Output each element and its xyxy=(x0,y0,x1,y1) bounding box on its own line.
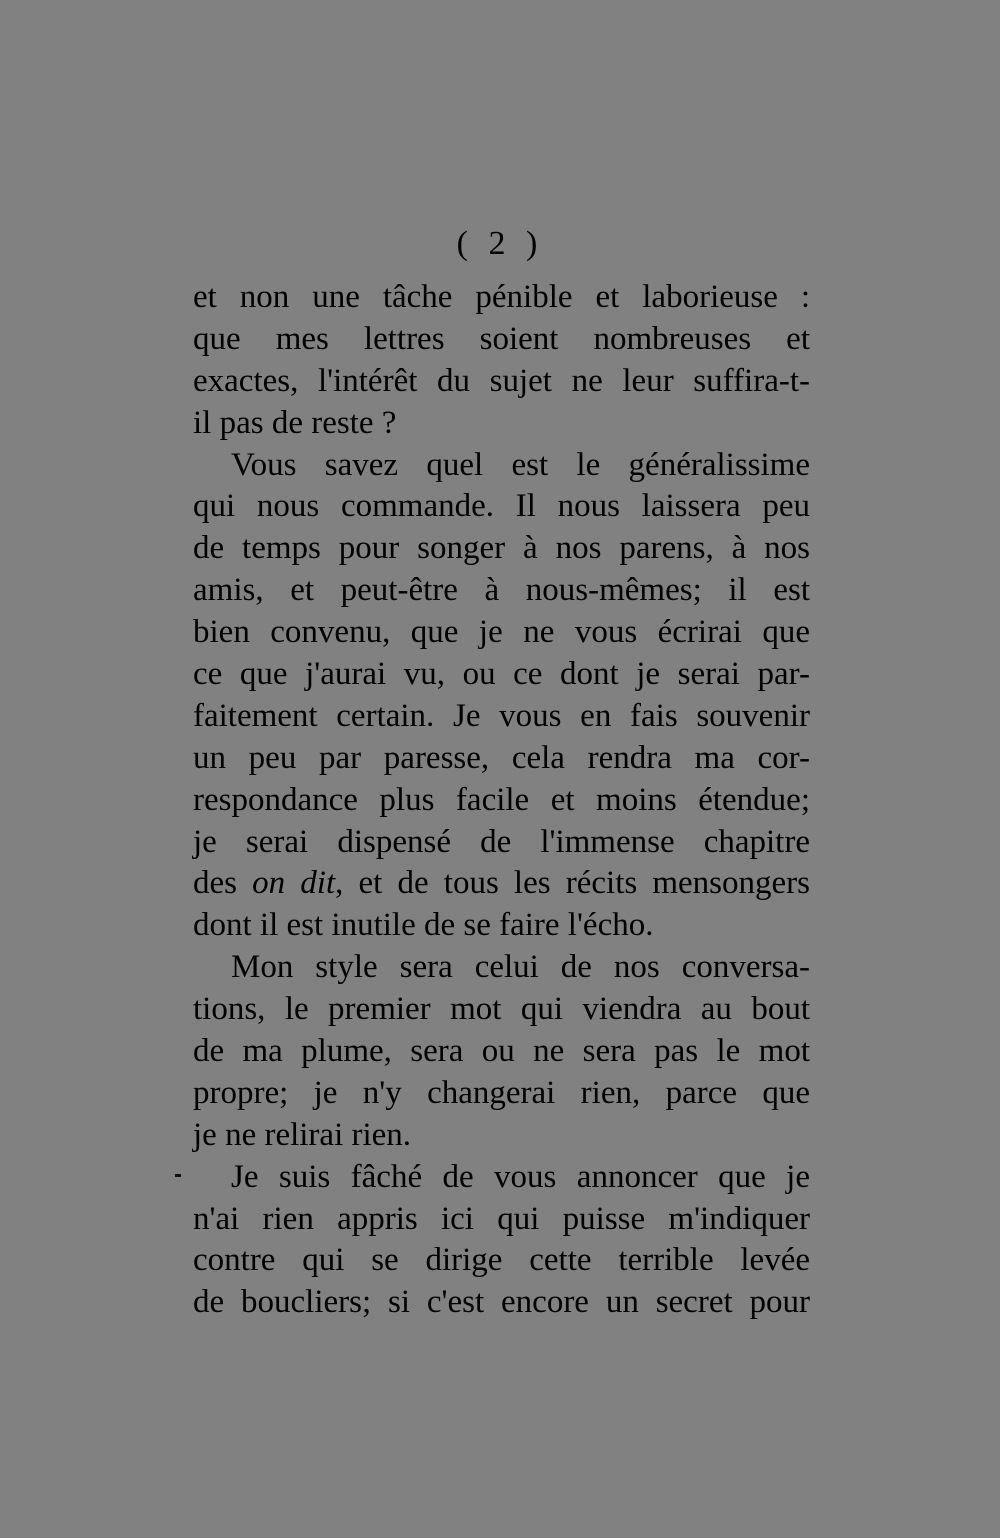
text-line: respondance plus facile et moins étendue; xyxy=(193,781,810,818)
italic-phrase: on dit xyxy=(252,865,336,902)
text-line: dont il est inutile de se faire l'écho. xyxy=(193,907,654,944)
text-line: exactes, l'intérêt du sujet ne leur suffira-t- xyxy=(193,362,810,399)
text-line: de boucliers; si c'est encore un secret pour xyxy=(193,1284,810,1321)
text-line: faitement certain. Je vous en fais souvenir xyxy=(193,697,810,734)
text-line: que mes lettres soient nombreuses et xyxy=(193,320,810,357)
text-line: tions, le premier mot qui viendra au bout xyxy=(193,991,810,1028)
text-line: ce que j'aurai vu, ou ce dont je serai par- xyxy=(193,656,810,693)
paragraph-start-line: Je suis fâché de vous annoncer que je xyxy=(231,1158,810,1195)
text-line: n'ai rien appris ici qui puisse m'indiquer xyxy=(193,1200,810,1237)
text-line: propre; je n'y changerai rien, parce que xyxy=(193,1074,810,1111)
text-line: contre qui se dirige cette terrible levée xyxy=(193,1242,810,1279)
text-segment: , et de tous les récits mensongers xyxy=(335,865,810,902)
text-line xyxy=(193,863,810,905)
page-number: ( 2 ) xyxy=(456,225,544,262)
margin-mark xyxy=(175,1174,181,1177)
text-line: qui nous commande. Il nous laissera peu xyxy=(193,488,810,525)
text-line: je serai dispensé de l'immense chapitre xyxy=(193,823,810,860)
text-line: il pas de reste ? xyxy=(193,404,397,441)
text-line: un peu par paresse, cela rendra ma cor- xyxy=(193,739,810,776)
text-line: de ma plume, sera ou ne sera pas le mot xyxy=(193,1033,810,1070)
text-line: bien convenu, que je ne vous écrirai que xyxy=(193,614,810,651)
text-segment: des xyxy=(193,865,253,902)
text-line: et non une tâche pénible et laborieuse : xyxy=(193,279,810,315)
text-line: je ne relirai rien. xyxy=(193,1116,412,1153)
text-line: de temps pour songer à nos parens, à nos xyxy=(193,530,810,567)
body-text xyxy=(193,277,810,1324)
paragraph-start-line: Vous savez quel est le généralissime xyxy=(231,446,810,483)
paragraph-start-line: Mon style sera celui de nos conversa- xyxy=(231,949,810,986)
text-line: amis, et peut-être à nous-mêmes; il est xyxy=(193,572,810,609)
